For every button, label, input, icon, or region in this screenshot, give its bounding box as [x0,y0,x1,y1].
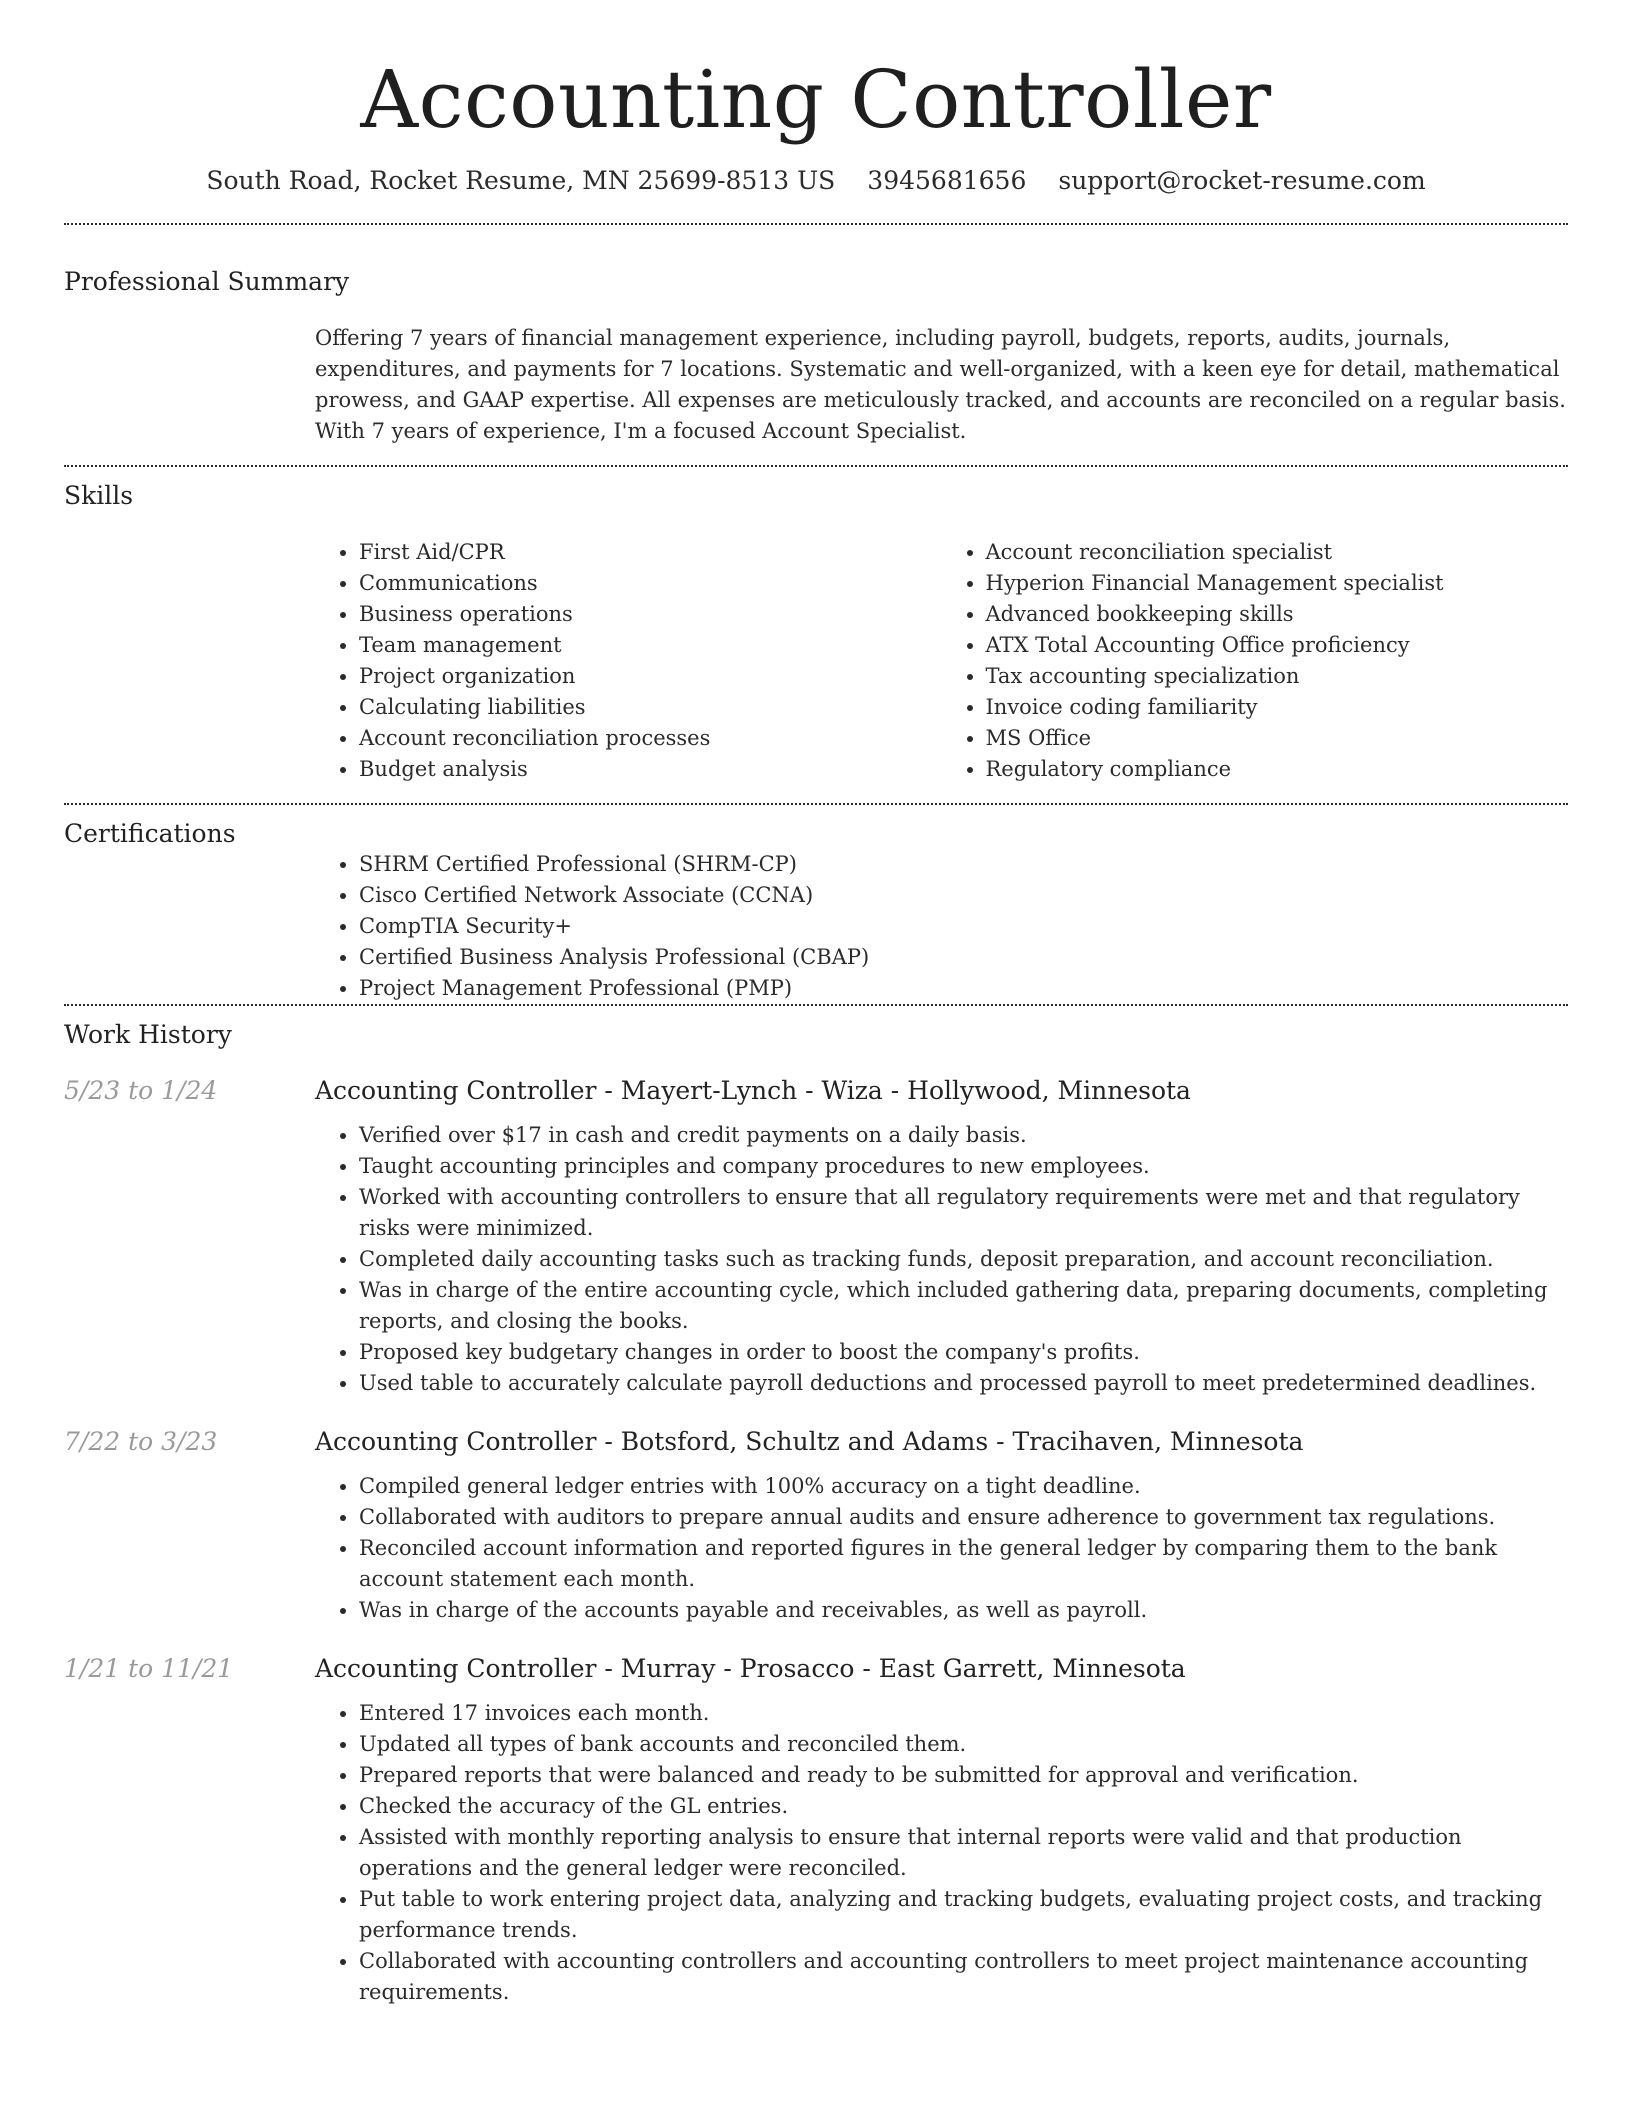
job-entry [64,1652,1568,2008]
job-bullet: • Assisted with monthly reporting analysis to ensure that internal reports were valid and that production operations and the general ledger were reconciled. [359,1822,1568,1884]
section-title-skills: Skills [64,481,134,510]
job-dates: 7/22 to 3/23 [64,1427,218,1456]
summary-text: Offering 7 years of financial management experience, including payroll, budgets, reports, audits, journals, expenditures, and payments for 7 locations. Systematic and well-organized, with a keen eye for detail, mathematical prowess, and GAAP expertise. All expenses are meticulously tracked, and accounts are reconciled on a regular basis. With 7 years of experience, I'm a focused Account Specialist. [315,326,1566,443]
certification-item: • Certified Business Analysis Professional (CBAP) [359,942,1568,973]
section-title-summary: Professional Summary [64,267,350,296]
certification-item: • Project Management Professional (PMP) [359,973,1568,1004]
job-bullet: • Updated all types of bank accounts and reconciled them. [359,1729,1568,1760]
section-summary [64,225,1568,447]
job-heading: Accounting Controller - Botsford, Schultz and Adams - Tracihaven, Minnesota [315,1427,1304,1456]
resume-name: Accounting Controller [360,53,1272,146]
certification-item: • CompTIA Security+ [359,911,1568,942]
job-bullet: • Taught accounting principles and company procedures to new employees. [359,1151,1568,1182]
skill-item: • Account reconciliation processes [359,723,942,754]
job-bullet: • Was in charge of the entire accounting cycle, which included gathering data, preparing documents, completing reports, and closing the books. [359,1275,1568,1337]
skill-item: • Tax accounting specialization [986,661,1569,692]
section-work-history [64,1006,1568,2008]
skill-item: • Advanced bookkeeping skills [986,599,1569,630]
section-skills [64,467,1568,785]
job-dates: 5/23 to 1/24 [64,1076,218,1105]
skill-item: • Project organization [359,661,942,692]
skill-item: • Communications [359,568,942,599]
skill-item: • Business operations [359,599,942,630]
skill-item: • Invoice coding familiarity [986,692,1569,723]
skill-item: • Budget analysis [359,754,942,785]
skill-item: • ATX Total Accounting Office proficiency [986,630,1569,661]
job-bullet: • Completed daily accounting tasks such as tracking funds, deposit preparation, and account reconciliation. [359,1244,1568,1275]
contact-email: support@rocket-resume.com [1058,166,1426,195]
skill-item: • Team management [359,630,942,661]
certification-item: • SHRM Certified Professional (SHRM-CP) [359,849,1568,880]
job-heading: Accounting Controller - Mayert-Lynch - Wiza - Hollywood, Minnesota [315,1076,1191,1105]
jobs-list [64,1074,1568,2008]
skill-item: • Calculating liabilities [359,692,942,723]
certification-item: • Cisco Certified Network Associate (CCNA) [359,880,1568,911]
job-bullet: • Prepared reports that were balanced and ready to be submitted for approval and verification. [359,1760,1568,1791]
job-bullet: • Checked the accuracy of the GL entries. [359,1791,1568,1822]
job-bullet: • Compiled general ledger entries with 100% accuracy on a tight deadline. [359,1471,1568,1502]
job-bullet: • Collaborated with auditors to prepare annual audits and ensure adherence to government tax regulations. [359,1502,1568,1533]
section-certifications [64,805,1568,1004]
job-bullets [315,1698,1568,2008]
section-title-certifications: Certifications [64,819,236,848]
skill-item: • MS Office [986,723,1569,754]
contact-line [64,166,1568,195]
job-heading: Accounting Controller - Murray - Prosacco - East Garrett, Minnesota [315,1654,1186,1683]
skill-item: • Hyperion Financial Management specialist [986,568,1569,599]
skills-list-right [942,537,1569,785]
resume-header [64,0,1568,195]
job-bullets [315,1471,1568,1626]
certifications-list [315,849,1568,1004]
job-bullet: • Collaborated with accounting controllers and accounting controllers to meet project maintenance accounting requirements. [359,1946,1568,2008]
job-bullet: • Entered 17 invoices each month. [359,1698,1568,1729]
skill-item: • Account reconciliation specialist [986,537,1569,568]
job-bullet: • Proposed key budgetary changes in order to boost the company's profits. [359,1337,1568,1368]
section-title-work: Work History [64,1020,232,1049]
contact-phone: 3945681656 [867,166,1027,195]
job-bullet: • Verified over $17 in cash and credit payments on a daily basis. [359,1120,1568,1151]
skill-item: • Regulatory compliance [986,754,1569,785]
contact-address: South Road, Rocket Resume, MN 25699-8513 US [206,166,836,195]
job-bullets [315,1120,1568,1399]
job-bullet: • Worked with accounting controllers to ensure that all regulatory requirements were met and that regulatory risks were minimized. [359,1182,1568,1244]
job-bullet: • Used table to accurately calculate payroll deductions and processed payroll to meet predetermined deadlines. [359,1368,1568,1399]
job-bullet: • Was in charge of the accounts payable and receivables, as well as payroll. [359,1595,1568,1626]
job-dates: 1/21 to 11/21 [64,1654,234,1683]
skills-grid [315,537,1568,785]
job-bullet: • Reconciled account information and reported figures in the general ledger by comparing them to the bank account statement each month. [359,1533,1568,1595]
skill-item: • First Aid/CPR [359,537,942,568]
skills-list-left [315,537,942,785]
job-bullet: • Put table to work entering project data, analyzing and tracking budgets, evaluating project costs, and tracking performance trends. [359,1884,1568,1946]
job-entry [64,1425,1568,1626]
job-entry [64,1074,1568,1399]
